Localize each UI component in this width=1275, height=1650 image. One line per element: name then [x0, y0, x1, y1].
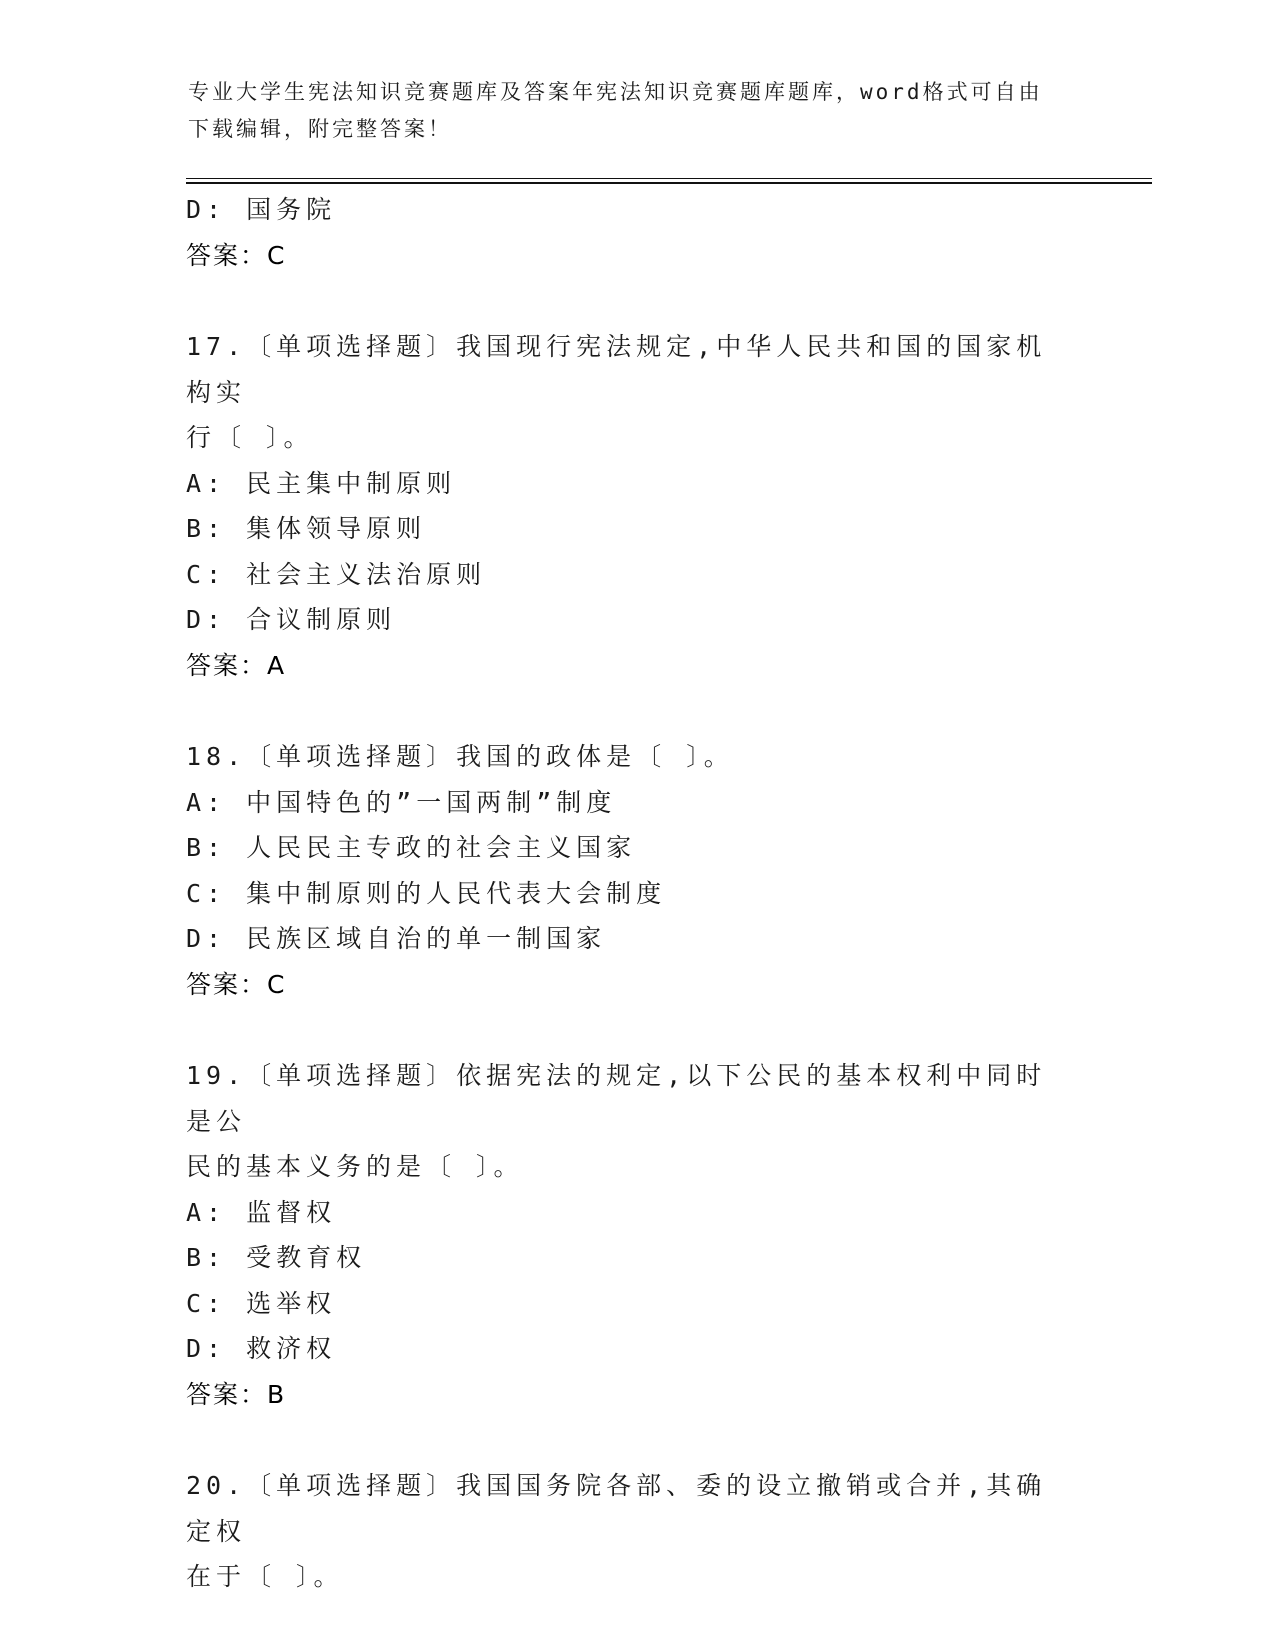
option-d: D: 合议制原则: [186, 605, 397, 634]
answer-line: 答案：A: [186, 650, 287, 680]
question-stem-continued: 民的基本义务的是〔 〕。: [186, 1152, 524, 1181]
question-17: [186, 324, 1066, 688]
answer-line: 答案：B: [186, 1379, 287, 1409]
question-stem: 20.〔单项选择题〕我国国务院各部、委的设立撤销或合并,其确定权: [186, 1471, 1047, 1546]
option-b: B: 人民民主专政的社会主义国家: [186, 833, 637, 862]
header-line-2: 下载编辑，附完整答案！: [188, 117, 452, 141]
option-a: A: 中国特色的”一国两制”制度: [186, 787, 617, 817]
header-line-1: 专业大学生宪法知识竞赛题库及答案年宪法知识竞赛题库题库，word格式可自由: [188, 80, 1043, 104]
document-header: [188, 74, 1068, 148]
spacer: [186, 1417, 1066, 1463]
answer-line: 答案：C: [186, 240, 287, 270]
question-stem-continued: 行〔 〕。: [186, 423, 314, 452]
spacer: [186, 688, 1066, 734]
option-b: B: 受教育权: [186, 1243, 367, 1272]
answer-line: 答案：C: [186, 969, 287, 999]
header-divider-thick: [186, 182, 1152, 184]
option-d: D: 国务院: [186, 195, 337, 224]
option-c: C: 集中制原则的人民代表大会制度: [186, 878, 667, 908]
option-d: D: 民族区域自治的单一制国家: [186, 924, 607, 953]
question-stem: 19.〔单项选择题〕依据宪法的规定,以下公民的基本权利中同时是公: [186, 1061, 1047, 1136]
option-c: C: 选举权: [186, 1288, 337, 1318]
option-c: C: 社会主义法治原则: [186, 559, 487, 589]
document-body: [186, 187, 1066, 1600]
previous-question-tail: [186, 187, 1066, 278]
spacer: [186, 278, 1066, 324]
question-stem-continued: 在于〔 〕。: [186, 1562, 344, 1591]
question-stem: 17.〔单项选择题〕我国现行宪法规定,中华人民共和国的国家机构实: [186, 332, 1047, 407]
header-divider-thin: [186, 178, 1152, 179]
option-d: D: 救济权: [186, 1334, 337, 1363]
question-18: [186, 734, 1066, 1007]
spacer: [186, 1007, 1066, 1053]
question-stem: 18.〔单项选择题〕我国的政体是〔 〕。: [186, 742, 734, 771]
option-a: A: 监督权: [186, 1197, 337, 1227]
question-19: [186, 1053, 1066, 1417]
option-a: A: 民主集中制原则: [186, 468, 457, 498]
option-b: B: 集体领导原则: [186, 514, 427, 543]
question-20: [186, 1463, 1066, 1600]
